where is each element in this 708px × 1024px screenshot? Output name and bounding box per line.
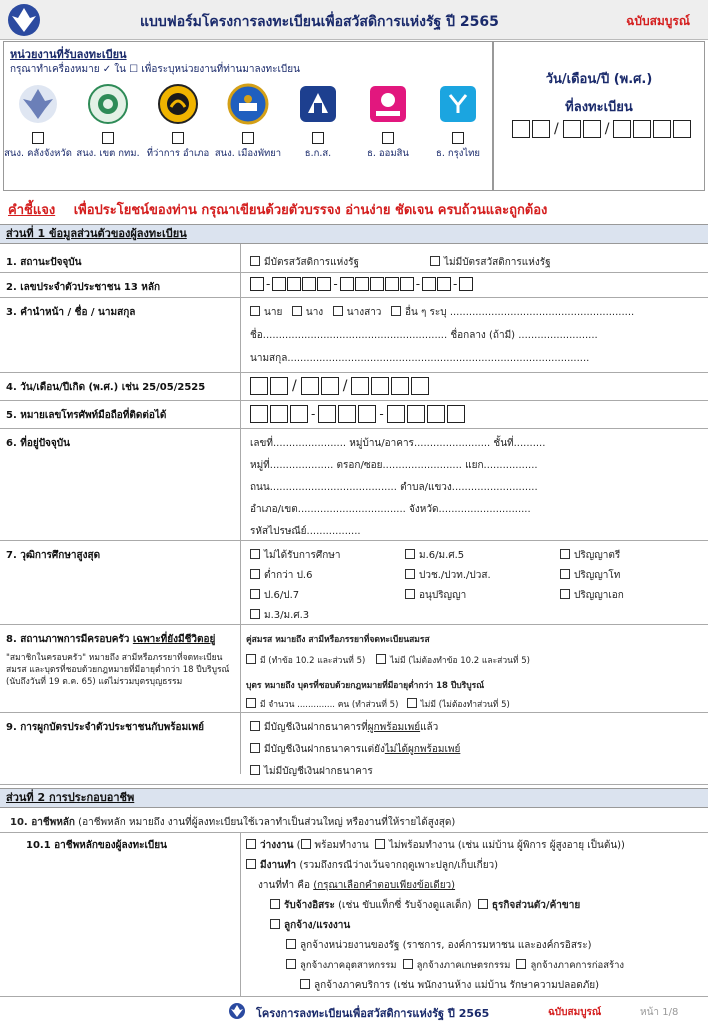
checkbox[interactable] (286, 959, 296, 969)
agency-label: ธ. กรุงไทย (436, 148, 480, 159)
job-employee: ลูกจ้าง/แรงงาน (270, 918, 350, 933)
agency-bkk-district (73, 82, 143, 160)
agency-label: สนง. คลังจังหวัด (4, 148, 72, 159)
agency-pattaya (213, 82, 283, 160)
job-employee-service: ลูกจ้างภาคบริการ (เช่น พนักงานห้าง แม่บ้าน รักษาความปลอดภัย) (300, 978, 599, 993)
checkbox[interactable] (391, 306, 401, 316)
checkbox (560, 549, 570, 559)
job-type-line: งานที่ทำ คือ (กรุณาเลือกคำตอบเพียงข้อเดียว) (258, 880, 456, 891)
q3-name-line[interactable]: ชื่อ.......................................................... ชื่อกลาง (ถ้ามี) ......................... (250, 330, 598, 341)
job-employee-sectors: ลูกจ้างภาคอุตสาหกรรม ลูกจ้างภาคเกษตรกรรม ลูกจ้างภาคการก่อสร้าง (286, 958, 624, 973)
agency-checkbox[interactable] (382, 132, 394, 144)
birth-date-input[interactable]: / / (250, 377, 429, 395)
edu-option[interactable]: ปริญญาเอก (560, 588, 624, 603)
instruction-key: คำชี้แจง (8, 203, 56, 218)
registration-date-title: วัน/เดือน/ปี (พ.ศ.) (545, 72, 653, 87)
q3-title-options: นาย นาง นางสาว อื่น ๆ ระบุ .......................................................... (250, 305, 634, 320)
agency-district-office (143, 82, 213, 160)
checkbox (405, 589, 415, 599)
checkbox[interactable] (300, 979, 310, 989)
child-options: มี จำนวน .............. คน (ทำส่วนที่ 5) ไม่มี (ไม่ต้องทำส่วนที่ 5) (246, 698, 510, 711)
q2-label: 2. เลขประจำตัวประชาชน 13 หลัก (6, 282, 161, 293)
q8-label: 8. สถานภาพการมีครอบครัว เฉพาะที่ยังมีชีวิตอยู่ (6, 634, 216, 645)
checkbox (560, 569, 570, 579)
checkbox (250, 549, 260, 559)
checkbox (560, 589, 570, 599)
footer-copy-label: ฉบับสมบูรณ์ (548, 1007, 602, 1018)
job-freelance-business: รับจ้างอิสระ (เช่น ขับแท็กซี่ รับจ้างดูแลเด็ก) ธุรกิจส่วนตัว/ค้าขาย (270, 898, 580, 913)
checkbox[interactable] (333, 306, 343, 316)
agency-gsb (353, 82, 423, 160)
agency-label: ธ.ก.ส. (304, 148, 332, 159)
agency-checkbox[interactable] (102, 132, 114, 144)
q9-label: 9. การผูกบัตรประจำตัวประชาชนกับพร้อมเพย์ (6, 722, 205, 733)
copy-type-label: ฉบับสมบูรณ์ (626, 14, 690, 28)
q7-label: 7. วุฒิการศึกษาสูงสุด (6, 550, 101, 561)
checkbox[interactable] (270, 919, 280, 929)
edu-option[interactable]: ไม่ได้รับการศึกษา (250, 548, 341, 563)
pattaya-logo-icon (226, 82, 270, 126)
agency-label: ธ. ออมสิน (367, 148, 409, 159)
q1-label: 1. สถานะปัจจุบัน (6, 257, 82, 268)
row-divider (0, 712, 708, 713)
checkbox[interactable] (376, 654, 386, 664)
edu-option[interactable]: อนุปริญญา (405, 588, 466, 603)
baac-logo-icon (296, 82, 340, 126)
agency-checkbox[interactable] (32, 132, 44, 144)
agency-checkbox[interactable] (312, 132, 324, 144)
occupation-unemployed: ว่างงาน ( พร้อมทำงาน ไม่พร้อมทำงาน (เช่น แม่บ้าน ผู้พิการ ผู้สูงอายุ เป็นต้น)) (246, 838, 625, 853)
registration-unit-note: กรุณาทำเครื่องหมาย ✓ ใน ☐ เพื่อระบุหน่วยงานที่ท่านมาลงทะเบียน (10, 64, 300, 75)
instruction-line (8, 199, 547, 220)
checkbox[interactable] (246, 698, 256, 708)
job-employee-gov: ลูกจ้างหน่วยงานของรัฐ (ราชการ, องค์การมหาชน และองค์กรอิสระ) (286, 938, 592, 953)
promptpay-option-no-account[interactable]: ไม่มีบัญชีเงินฝากธนาคาร (250, 764, 373, 779)
q1-option-no-card[interactable]: ไม่มีบัตรสวัสดิการแห่งรัฐ (430, 255, 551, 270)
checkbox[interactable] (246, 654, 256, 664)
address-line-3[interactable]: ถนน........................................ ตำบล/แขวง........................... (250, 482, 538, 493)
edu-option[interactable]: ต่ำกว่า ป.6 (250, 568, 312, 583)
child-heading: บุตร หมายถึง บุตรที่ชอบด้วยกฎหมายที่มีอายุต่ำกว่า 18 ปีบริบูรณ์ (246, 681, 485, 691)
part1-header (0, 224, 708, 244)
q6-label: 6. ที่อยู่ปัจจุบัน (6, 438, 70, 449)
form-title: แบบฟอร์มโครงการลงทะเบียนเพื่อสวัสดิการแห่งรัฐ ปี 2565 (140, 14, 499, 30)
checkbox[interactable] (301, 839, 311, 849)
agency-krungthai (423, 82, 493, 160)
checkbox[interactable] (516, 959, 526, 969)
promptpay-option-not-linked[interactable]: มีบัญชีเงินฝากธนาคารแต่ยังไม่ได้ผูกพร้อมเพย์ (250, 742, 460, 757)
agency-checkbox[interactable] (172, 132, 184, 144)
edu-option[interactable]: ปริญญาตรี (560, 548, 620, 563)
checkbox (405, 569, 415, 579)
row-divider (0, 624, 708, 625)
q5-label: 5. หมายเลขโทรศัพท์มือถือที่ติดต่อได้ (6, 410, 167, 421)
checkbox[interactable] (292, 306, 302, 316)
address-line-1[interactable]: เลขที่....................... หมู่บ้าน/อาคาร........................ ชั้นที่.......... (250, 438, 546, 449)
checkbox[interactable] (430, 256, 440, 266)
footer-title: โครงการลงทะเบียนเพื่อสวัสดิการแห่งรัฐ ปี 2565 (256, 1007, 490, 1020)
q8-note: "สมาชิกในครอบครัว" หมายถึง สามีหรือภรรยาที่จดทะเบียนสมรส และบุตรที่ชอบด้วยกฎหมายที่มีอายุต่ำกว่า 18 ปีบริบูรณ์ (นับถึงวันที่ 19 ต.ค. 65) แต่ไม่รวมบุตรบุญธรรม (6, 653, 230, 687)
checkbox (250, 765, 260, 775)
q10-1-label: 10.1 อาชีพหลักของผู้ลงทะเบียน (26, 840, 167, 851)
column-divider (240, 832, 241, 996)
checkbox[interactable] (478, 899, 488, 909)
row-divider (0, 297, 708, 298)
agency-baac (283, 82, 353, 160)
bkk-logo-icon (86, 82, 130, 126)
checkbox[interactable] (246, 839, 256, 849)
column-divider (240, 244, 241, 774)
page-number: หน้า 1/8 (640, 1007, 679, 1018)
checkbox[interactable] (246, 859, 256, 869)
agency-checkbox[interactable] (452, 132, 464, 144)
row-divider (0, 540, 708, 541)
spouse-options: มี (ทำข้อ 10.2 และส่วนที่ 5) ไม่มี (ไม่ต้องทำข้อ 10.2 และส่วนที่ 5) (246, 654, 530, 667)
edu-option[interactable]: ปวช./ปวท./ปวส. (405, 568, 491, 583)
phone-input[interactable]: - - (250, 405, 465, 423)
promptpay-option-linked[interactable]: มีบัญชีเงินฝากธนาคารที่ผูกพร้อมเพย์แล้ว (250, 720, 438, 735)
edu-option[interactable]: ปริญญาโท (560, 568, 620, 583)
checkbox[interactable] (375, 839, 385, 849)
occupation-employed: มีงานทำ (รวมถึงกรณีว่างเว้นจากฤดูเพาะปลูก/เก็บเกี่ยว) (246, 858, 498, 873)
q4-label: 4. วัน/เดือน/ปีเกิด (พ.ศ.) เช่น 25/05/2525 (6, 382, 206, 393)
part2-header (0, 788, 708, 808)
row-divider (0, 372, 708, 373)
agency-list (3, 82, 493, 160)
treasury-logo-icon (16, 82, 60, 126)
row-divider (0, 428, 708, 429)
checkbox (250, 609, 260, 619)
checkbox (250, 721, 260, 731)
checkbox (250, 743, 260, 753)
checkbox[interactable] (250, 256, 260, 266)
row-divider (0, 272, 708, 273)
id-number-input[interactable]: - - - - (250, 277, 473, 291)
q3-label: 3. คำนำหน้า / ชื่อ / นามสกุล (6, 307, 136, 318)
address-line-4[interactable]: อำเภอ/เขต.................................. จังหวัด............................. (250, 504, 531, 515)
agency-label: สนง. เมืองพัทยา (214, 148, 282, 159)
checkbox[interactable] (250, 306, 260, 316)
checkbox[interactable] (403, 959, 413, 969)
registration-date-subtitle: ที่ลงทะเบียน (565, 100, 633, 115)
agency-label: สนง. เขต กทม. (76, 148, 140, 159)
interior-ministry-logo-icon (156, 82, 200, 126)
address-line-5[interactable]: รหัสไปรษณีย์................. (250, 526, 361, 537)
edu-option[interactable]: ป.6/ป.7 (250, 588, 299, 603)
garuda-emblem-icon (6, 2, 42, 38)
checkbox[interactable] (270, 899, 280, 909)
q1-option-has-card[interactable]: มีบัตรสวัสดิการแห่งรัฐ (250, 255, 359, 270)
registration-unit-title: หน่วยงานที่รับลงทะเบียน (10, 48, 127, 61)
row-divider (0, 784, 708, 785)
gsb-logo-icon (366, 82, 410, 126)
checkbox[interactable] (407, 698, 417, 708)
q3-surname-line[interactable]: นามสกุล............................................................................................... (250, 353, 590, 364)
part2-title: ส่วนที่ 2 การประกอบอาชีพ (6, 791, 135, 804)
q10-label: 10. อาชีพหลัก (อาชีพหลัก หมายถึง งานที่ผู้ลงทะเบียนใช้เวลาทำเป็นส่วนใหญ่ หรืองานที่ให้รายได้สูงสุด) (10, 817, 456, 828)
part1-title: ส่วนที่ 1 ข้อมูลส่วนตัวของผู้ลงทะเบียน (6, 227, 187, 240)
garuda-emblem-icon (228, 1002, 246, 1020)
edu-option[interactable]: ม.6/ม.ศ.5 (405, 548, 464, 563)
instruction-text: เพื่อประโยชน์ของท่าน กรุณาเขียนด้วยตัวบรรจง อ่านง่าย ชัดเจน ครบถ้วนและถูกต้อง (73, 203, 548, 218)
checkbox (405, 549, 415, 559)
row-divider (0, 400, 708, 401)
edu-option[interactable]: ม.3/ม.ศ.3 (250, 608, 309, 623)
agency-checkbox[interactable] (242, 132, 254, 144)
agency-provincial-treasury (3, 82, 73, 160)
spouse-heading: คู่สมรส หมายถึง สามีหรือภรรยาที่จดทะเบียนสมรส (246, 635, 430, 645)
registration-date-input[interactable]: / / (512, 120, 691, 138)
krungthai-logo-icon (436, 82, 480, 126)
address-line-2[interactable]: หมู่ที่.................... ตรอก/ซอย......................... แยก................. (250, 460, 538, 471)
checkbox[interactable] (286, 939, 296, 949)
checkbox (250, 569, 260, 579)
checkbox (250, 589, 260, 599)
agency-label: ที่ว่าการ อำเภอ (146, 148, 210, 159)
row-divider (0, 832, 708, 833)
